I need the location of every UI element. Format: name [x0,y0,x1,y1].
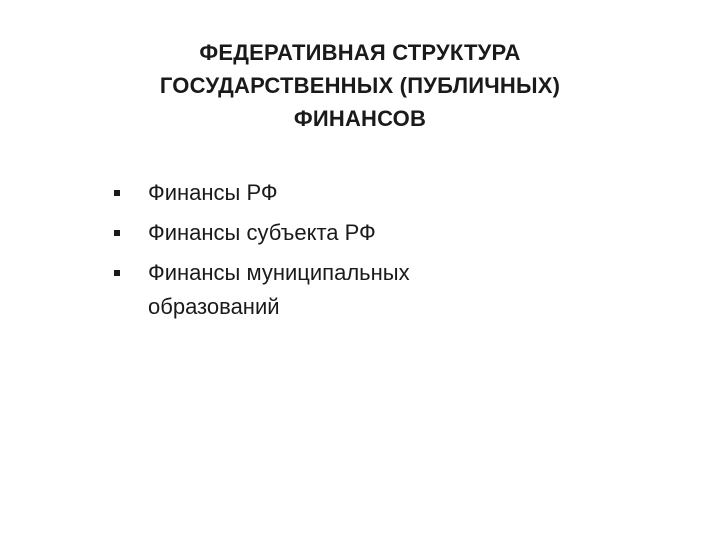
bullet-item [112,256,632,324]
square-bullet-icon [114,270,120,276]
slide-title [60,36,660,135]
bullet-item [112,216,632,250]
square-bullet-icon [114,190,120,196]
bullet-item [112,176,632,210]
bullet-text: Финансы муниципальных образований [148,260,410,319]
bullet-list [112,176,632,330]
bullet-text: Финансы субъекта РФ [148,220,376,245]
title-line-2: ГОСУДАРСТВЕННЫХ (ПУБЛИЧНЫХ) [159,73,561,98]
title-line-3: ФИНАНСОВ [293,106,427,131]
square-bullet-icon [114,230,120,236]
title-line-1: ФЕДЕРАТИВНАЯ СТРУКТУРА [199,40,521,65]
bullet-text: Финансы РФ [148,180,278,205]
